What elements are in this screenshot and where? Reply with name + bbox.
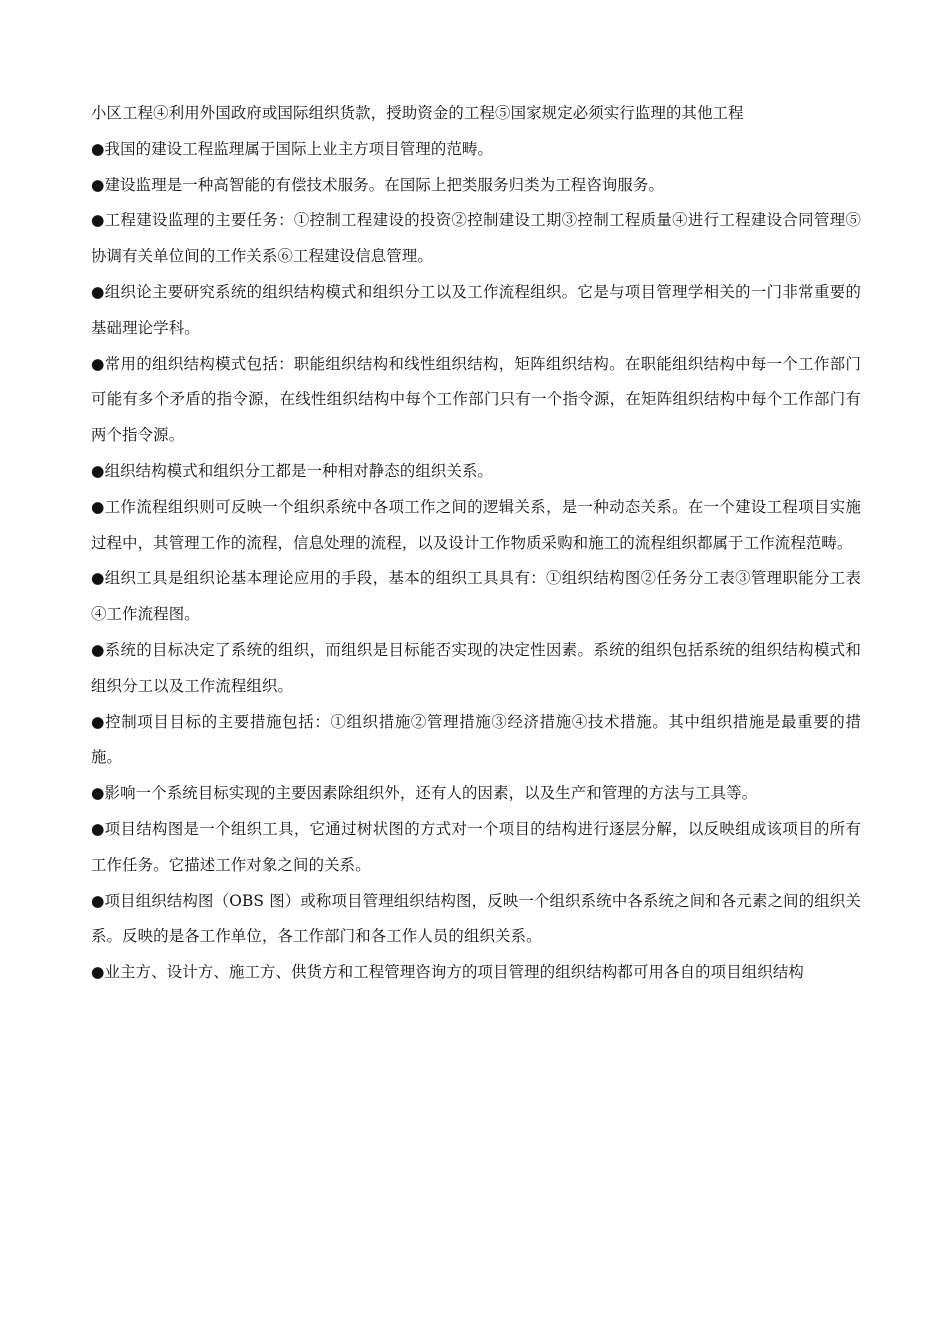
paragraph-12: ●影响一个系统目标实现的主要因素除组织外，还有人的因素，以及生产和管理的方法与工具等。 (91, 784, 758, 803)
paragraph-5: ●组织论主要研究系统的组织结构模式和组织分工以及工作流程组织。它是与项目管理学相关的一门非常重要的基础理论学科。 (91, 282, 861, 337)
paragraph-8: ●工作流程组织则可反映一个组织系统中各项工作之间的逻辑关系，是一种动态关系。在一个建设工程项目实施过程中，其管理工作的流程，信息处理的流程，以及设计工作物质采购和施工的流程组织都属于工作流程范畴。 (91, 497, 861, 552)
paragraph-13: ●项目结构图是一个组织工具，它通过树状图的方式对一个项目的结构进行逐层分解，以反映组成该项目的所有工作任务。它描述工作对象之间的关系。 (91, 819, 861, 874)
paragraph-11: ●控制项目目标的主要措施包括：①组织措施②管理措施③经济措施④技术措施。其中组织措施是最重要的措施。 (91, 712, 861, 767)
paragraph-7: ●组织结构模式和组织分工都是一种相对静态的组织关系。 (91, 461, 494, 480)
paragraph-6: ●常用的组织结构模式包括：职能组织结构和线性组织结构，矩阵组织结构。在职能组织结构中每一个工作部门可能有多个矛盾的指令源，在线性组织结构中每个工作部门只有一个指令源，在矩阵组织结构中每个工作部门有两个指令源。 (91, 354, 861, 445)
paragraph-4: ●工程建设监理的主要任务：①控制工程建设的投资②控制建设工期③控制工程质量④进行工程建设合同管理⑤协调有关单位间的工作关系⑥工程建设信息管理。 (91, 211, 861, 266)
paragraph-14: ●项目组织结构图（OBS 图）或称项目管理组织结构图，反映一个组织系统中各系统之间和各元素之间的组织关系。反映的是各工作单位，各工作部门和各工作人员的组织关系。 (91, 891, 861, 946)
paragraph-3: ●建设监理是一种高智能的有偿技术服务。在国际上把类服务归类为工程咨询服务。 (91, 175, 665, 194)
paragraph-15: ●业主方、设计方、施工方、供货方和工程管理咨询方的项目管理的组织结构都可用各自的项目组织结构 (91, 963, 804, 982)
paragraph-10: ●系统的目标决定了系统的组织，而组织是目标能否实现的决定性因素。系统的组织包括系统的组织结构模式和组织分工以及工作流程组织。 (91, 640, 861, 695)
paragraph-9: ●组织工具是组织论基本理论应用的手段，基本的组织工具具有：①组织结构图②任务分工表③管理职能分工表④工作流程图。 (91, 569, 861, 624)
paragraph-1: 小区工程④利用外国政府或国际组织货款，授助资金的工程⑤国家规定必须实行监理的其他工程 (91, 104, 744, 122)
paragraph-2: ●我国的建设工程监理属于国际上业主方项目管理的范畴。 (91, 139, 494, 158)
document-body (91, 96, 861, 991)
